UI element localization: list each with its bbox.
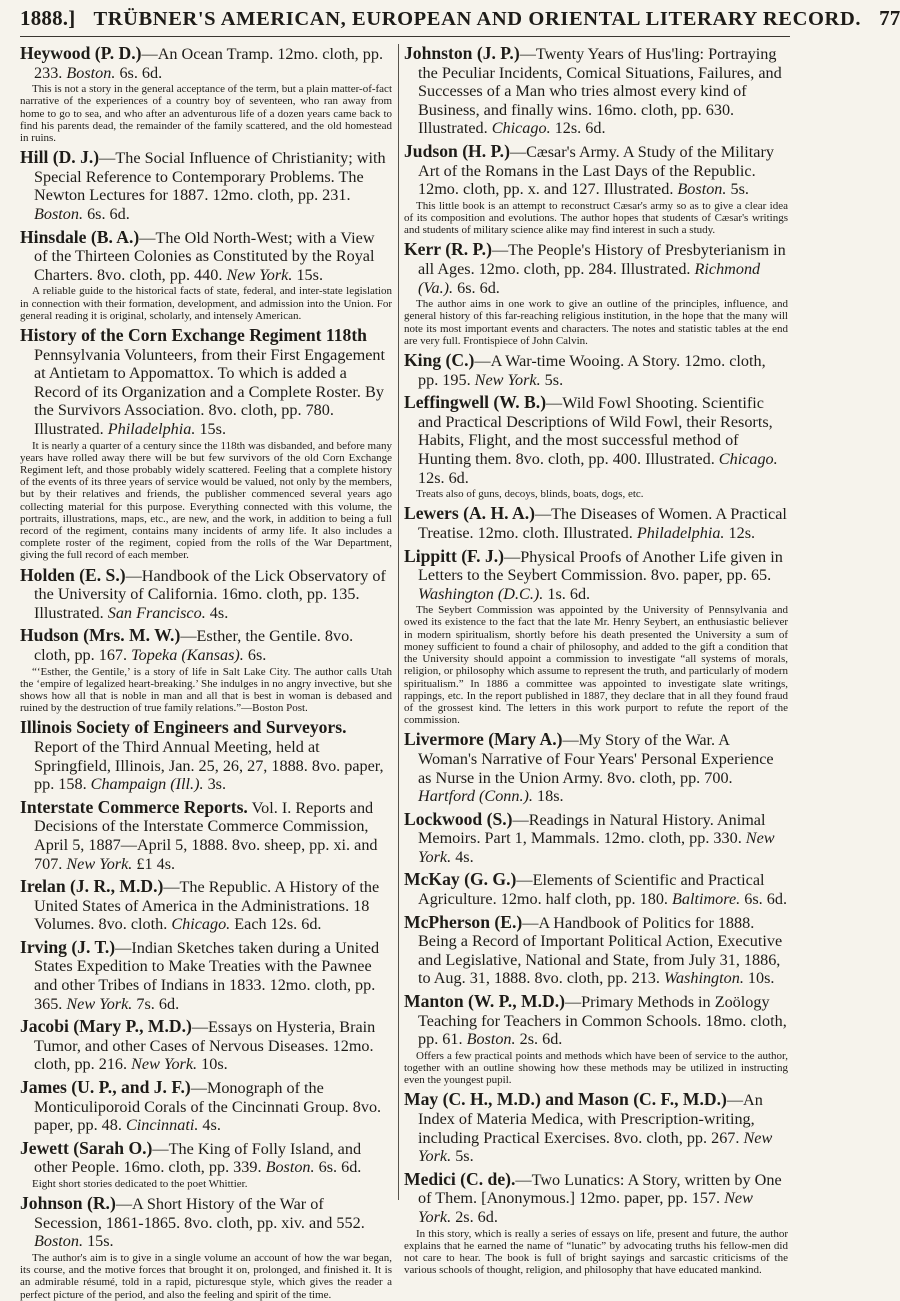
entry-imprint: 12mo. cloth, pp. x. and 127. Illustrated. [418, 180, 674, 199]
entry-title: Report of the Third Annual Meeting, held at Springfield, Illinois, Jan. 25, 26, 27, 1888. [34, 737, 320, 775]
catalog-entry [20, 1017, 392, 1074]
entry-imprint: 8vo. cloth, pp. 700. [607, 768, 733, 787]
entry-place: Chicago. [171, 915, 231, 934]
entry-imprint: 12mo. cloth, pp. 330. [603, 829, 742, 848]
entry-citation [20, 798, 392, 873]
entry-price: 15s. [296, 265, 323, 284]
entry-author: Irving (J. T.) [20, 936, 116, 957]
entry-imprint: 8vo. cloth, pp. 400. Illustrated. [515, 449, 715, 468]
entry-citation [404, 393, 788, 487]
entry-citation [20, 148, 392, 223]
entry-citation [20, 566, 392, 623]
entry-annotation: Offers a few practical points and methods which have been of service to the author, together with an outline showing how these methods may be utilized in instructing even the youngest pupil. [404, 1049, 788, 1087]
entry-title: —Esther, the Gentile. [180, 627, 321, 646]
entry-imprint: 8vo. cloth. [98, 915, 168, 934]
entry-author: McKay (G. G.) [404, 869, 517, 890]
entry-citation [20, 1139, 392, 1177]
entry-imprint: 16mo. cloth, pp. 135. Illustrated. [34, 585, 360, 622]
entry-price: £1 4s. [136, 854, 176, 873]
entry-place: Baltimore. [672, 890, 741, 909]
entry-title: —The Old North-West; with a View of the Thirteen Colonies as Constituted by the Royal Charters. [34, 228, 375, 284]
entry-title: —The King of Folly Island, and other People. [34, 1139, 362, 1177]
entry-place: New York. [131, 1055, 198, 1074]
entry-title: —An Ocean Tramp. [141, 45, 274, 63]
entry-author: Livermore (Mary A.) [404, 729, 563, 750]
entry-imprint: 8vo. paper, pp. 158. [34, 756, 384, 794]
entry-price: 1s. 6d. [547, 584, 591, 603]
entry-author: Judson (H. P.) [404, 140, 510, 161]
entry-place: Topeka (Kansas). [131, 645, 244, 664]
entry-citation [20, 718, 392, 793]
entry-imprint: 12mo. cloth, pp. 216. [34, 1036, 374, 1074]
entry-place: New York. [418, 1128, 773, 1166]
entry-place: Boston. [66, 63, 116, 82]
entry-citation [20, 44, 392, 82]
entry-citation [404, 504, 788, 542]
catalog-entry [20, 626, 392, 714]
entry-imprint: 12mo. cloth, pp. 233. [34, 45, 383, 82]
entry-price: 4s. [202, 1116, 221, 1135]
entry-price: 18s. [537, 787, 564, 806]
entry-title: —Essays on Hysteria, Brain Tumor, and other Cases of Nervous Diseases. [34, 1018, 376, 1055]
entry-title: —Primary Methods in Zoölogy Teaching for Teachers in Common Schools. [418, 993, 770, 1030]
entry-place: New York. [66, 994, 133, 1013]
catalog-entry [20, 798, 392, 873]
entry-title: —An Index of Materia Medica, with Prescription-writing, including Practical Exercises. [418, 1091, 763, 1147]
entry-imprint: 8vo. cloth, pp. 267. [613, 1128, 740, 1147]
entry-price: 6s. 6d. [119, 63, 163, 82]
entry-imprint: 12mo. paper, pp. 157. [579, 1189, 721, 1208]
entry-imprint: 16mo. cloth, pp. 630. Illustrated. [418, 100, 735, 138]
entry-imprint: 18mo. cloth, pp. 61. [418, 1011, 787, 1049]
entry-author: Johnson (R.) [20, 1193, 116, 1214]
entry-imprint: 8vo. cloth, pp. 213. [534, 969, 660, 988]
entry-annotation: “‘Esther, the Gentile,’ is a story of life in Salt Lake City. The author calls Utah the ‘empire of legalized heart-breaking.’ She indulges in no angry invective, but she shows how all that is noble in man and all that is best in woman is debased and ruined by the destruction of true family relations.”—Boston Post. [20, 665, 392, 715]
entry-author: Jacobi (Mary P., M.D.) [20, 1016, 192, 1037]
column-divider [398, 44, 399, 1200]
entry-price: 6s. 6d. [457, 278, 500, 297]
entry-author: Holden (E. S.) [20, 564, 126, 585]
catalog-entry [20, 44, 392, 144]
entry-author: History of the Corn Exchange Regiment 118th [20, 324, 367, 345]
entry-citation [20, 326, 392, 439]
entry-price: 5s. [455, 1147, 474, 1166]
entry-citation [20, 626, 392, 664]
entry-citation [404, 44, 788, 138]
catalog-entry [20, 718, 392, 793]
entry-price: 5s. [730, 180, 749, 199]
catalog-entry [404, 142, 788, 236]
entry-author: Lockwood (S.) [404, 808, 513, 829]
entry-place: Cincinnati. [125, 1116, 199, 1135]
entry-place: Boston. [265, 1158, 315, 1177]
catalog-entry [20, 566, 392, 623]
entry-place: Boston. [34, 204, 84, 223]
entry-price: Each 12s. 6d. [234, 915, 322, 934]
entry-author: Medici (C. de). [404, 1168, 516, 1189]
entry-price: 2s. 6d. [455, 1207, 498, 1226]
entry-author: Interstate Commerce Reports. [20, 796, 248, 817]
entry-citation [20, 1194, 392, 1251]
entry-author: Johnston (J. P.) [404, 43, 520, 63]
entry-price: 12s. 6d. [554, 119, 606, 138]
catalog-entry [20, 326, 392, 562]
entry-place: New York. [226, 265, 293, 284]
entry-citation [20, 938, 392, 1013]
entry-citation [20, 1078, 392, 1135]
entry-title: —Cæsar's Army. A Study of the Military Art of the Romans in the Last Days of the Republic. [418, 142, 774, 180]
entry-title: —Indian Sketches taken during a United States Expedition to Make Treaties with the Pawnee and other Tribes of Indians in 1833. [34, 938, 380, 995]
entry-place: Philadelphia. [107, 419, 196, 438]
entry-place: Washington (D.C.). [418, 584, 544, 603]
entry-place: New York. [418, 1189, 753, 1226]
entry-imprint: 12mo. half cloth, pp. 180. [500, 890, 668, 909]
entry-imprint: 12mo. cloth, pp. 195. [418, 351, 766, 389]
entry-citation [404, 913, 788, 988]
entry-citation [404, 1090, 788, 1165]
entry-price: 6s. 6d. [318, 1158, 362, 1177]
entry-price: 15s. [199, 419, 226, 438]
entry-price: 7s. 6d. [136, 994, 180, 1013]
entry-place: Boston. [466, 1030, 516, 1049]
entry-imprint: 8vo. cloth, pp. 440. [96, 265, 223, 284]
entry-author: May (C. H., M.D.) and Mason (C. F., M.D.) [404, 1089, 727, 1110]
entry-author: Lewers (A. H. A.) [404, 503, 535, 524]
entry-place: Boston. [34, 1232, 84, 1251]
right-column [404, 43, 788, 1277]
entry-imprint: 8vo. cloth, pp. 167. [34, 627, 354, 664]
entry-title: —The Republic. A History of the United States of America in the Administrations. 18 Volumes. [34, 878, 380, 934]
entry-imprint: 8vo. sheep, pp. xi. and 707. [34, 835, 378, 873]
catalog-entry [20, 938, 392, 1013]
entry-imprint: 16mo. cloth, pp. 339. [123, 1158, 262, 1177]
entry-place: Chicago. [491, 119, 551, 138]
entry-author: Heywood (P. D.) [20, 43, 142, 63]
entry-author: Manton (W. P., M.D.) [404, 991, 565, 1012]
catalog-entry [404, 351, 788, 389]
entry-price: 12s. 6d. [418, 468, 469, 487]
entry-price: 6s. [247, 645, 267, 664]
entry-price: 4s. [209, 603, 229, 622]
catalog-entry [404, 810, 788, 867]
entry-citation [404, 870, 788, 908]
entry-price: 3s. [207, 775, 227, 794]
entry-imprint: 12mo. cloth. Illustrated. [477, 523, 633, 542]
entry-imprint: 8vo. cloth, pp. xiv. and 552. [184, 1213, 365, 1232]
entry-place: Chicago. [718, 449, 778, 468]
catalog-entry [404, 393, 788, 500]
entry-author: Hill (D. J.) [20, 147, 100, 168]
entry-author: Jewett (Sarah O.) [20, 1137, 153, 1158]
entry-place: Boston. [677, 180, 727, 199]
entry-author: Illinois Society of Engineers and Surveyors. [20, 717, 347, 738]
catalog-entry [404, 870, 788, 908]
entry-price: 10s. [201, 1055, 228, 1074]
catalog-entry [404, 913, 788, 988]
entry-citation [20, 228, 392, 285]
entry-author: Leffingwell (W. B.) [404, 392, 547, 413]
entry-citation [404, 240, 788, 297]
entry-place: Hartford (Conn.). [418, 787, 533, 806]
entry-citation [404, 547, 788, 604]
entry-imprint: 12mo. cloth, pp. 365. [34, 976, 376, 1013]
entry-author: King (C.) [404, 349, 475, 370]
entry-price: 6s. 6d. [744, 890, 787, 909]
entry-annotation: The author's aim is to give in a single volume an account of how the war began, its course, and the motive forces that brought it on, prolonged, and finished it. It is an admirable résumé, told in a rapid, picturesque style, which gives the reader a perfect picture of the period, and also the feeling and spirit of the time. [20, 1251, 392, 1301]
entry-title: —Physical Proofs of Another Life given in Letters to the Seybert Commission. [418, 547, 783, 585]
entry-price: 6s. 6d. [87, 204, 130, 223]
entry-title: —Elements of Scientific and Practical Agriculture. [418, 871, 765, 909]
entry-citation [404, 1170, 788, 1227]
entry-annotation: The Seybert Commission was appointed by the University of Pennsylvania and owed its existence to the fact that the late Mr. Henry Seybert, an enthusiastic believer in modern spiritualism, shortly before his death presented the University a sum of money sufficient to found a chair of philosophy, and added to the gift a condition that the University should appoint a commission to investigate “all systems of morals, religion, or philosophy which assume to represent the truth, and particularly of modern spiritualism.” In 1886 a committee was appointed to investigate slate writings, rappings, etc. In the report published in 1887, they declare that in all they found fraud of the grossest kind. The letters in this work purport to refute the report of the commission. [404, 604, 788, 727]
entry-title: —Handbook of the Lick Observatory of the University of California. [34, 566, 386, 604]
entry-title: —A War-time Wooing. A Story. [474, 351, 681, 370]
entry-price: 4s. [455, 847, 474, 866]
entry-title: —Wild Fowl Shooting. Scientific and Practical Descriptions of Wild Fowl, their Resorts, Habits, Flight, and the most successful method of Hunting them. [418, 394, 773, 468]
entry-citation [404, 351, 788, 389]
left-column [20, 43, 392, 1301]
entry-title: Pennsylvania Volunteers, from their First Engagement at Antietam to Appomattox. To which is added a Record of its Organization and a Complete Roster. By the Survivors Association. [34, 345, 385, 420]
entry-citation [404, 992, 788, 1049]
catalog-entry [404, 1090, 788, 1165]
entry-price: 5s. [544, 370, 564, 389]
entry-annotation: In this story, which is really a series of essays on life, present and future, the author explains that he earned the name of “lunatic” by advocating truths his fellow-men did not care to hear. The book is full of bright sayings and sarcastic criticisms of the various schools of thought, religion, and philosophy that have educated mankind. [404, 1227, 788, 1277]
entry-price: 15s. [87, 1232, 114, 1251]
entry-price: 12s. [728, 523, 756, 542]
entry-imprint: 8vo. paper, pp. 48. [34, 1097, 382, 1135]
page-number: 77 [879, 6, 900, 30]
entry-title: —A Short History of the War of Secession, 1861-1865. [34, 1195, 324, 1232]
entry-price: 10s. [747, 969, 775, 988]
catalog-entry [404, 730, 788, 805]
entry-place: Richmond (Va.). [418, 259, 761, 297]
entry-title: —A Handbook of Politics for 1888. Being a Record of Important Political Action, Executive and Legislative, National and State, from July 31, 1886, to Aug. 31, 1888. [418, 913, 783, 988]
entry-citation [404, 142, 788, 199]
entry-annotation: Eight short stories dedicated to the poet Whittier. [32, 1178, 248, 1190]
page-header [20, 6, 900, 37]
entry-title: —Readings in Natural History. Animal Memoirs. Part 1, Mammals. [418, 810, 766, 848]
catalog-entry [404, 240, 788, 347]
entry-annotation: This is not a story in the general acceptance of the term, but a plain matter-of-fact narrative of the experiences of a country boy of seventeen, who ran away from home to go to sea, and who after an adventurous life of a dozen years came back to find his parents dead, the remainder of the family scattered, and the old homestead in ruins. [20, 83, 392, 144]
entry-title: —The People's History of Presbyterianism in all Ages. [418, 241, 786, 278]
entry-annotation: A reliable guide to the historical facts of state, federal, and inter-state legislation in connection with their formation, development, and admission into the Union. For general reading it is original, scholarly, and intensely American. [20, 285, 392, 322]
entry-author: Irelan (J. R., M.D.) [20, 876, 164, 897]
entry-title: —Two Lunatics: A Story, written by One of Them. [Anonymous.] [418, 1170, 782, 1208]
catalog-entry [404, 547, 788, 727]
entry-author: Hinsdale (B. A.) [20, 226, 140, 247]
catalog-entry [20, 228, 392, 322]
entry-citation [20, 1017, 392, 1074]
entry-place: New York. [66, 854, 133, 873]
entry-annotation: Treats also of guns, decoys, blinds, boats, dogs, etc. [416, 488, 644, 501]
header-title: TRÜBNER'S AMERICAN, EUROPEAN AND ORIENTAL LITERARY RECORD. [93, 8, 862, 30]
entry-imprint: 8vo. cloth, pp. 780. Illustrated. [34, 401, 334, 438]
entry-author: Kerr (R. P.) [404, 239, 492, 260]
entry-title: —The Social Influence of Christianity; with Special Reference to Contemporary Problems. The Newton Lectures for 1887. [34, 149, 386, 205]
entry-title: —Twenty Years of Hus'ling: Portraying the Peculiar Incidents, Comical Situations, Failures, and Successes of a Man who tries almost every kind of Business, and finally wins. [418, 45, 782, 119]
entry-imprint: 12mo. cloth, pp. 284. Illustrated. [478, 259, 691, 278]
entry-place: San Francisco. [107, 603, 206, 622]
catalog-entry [20, 1139, 392, 1190]
entry-author: Hudson (Mrs. M. W.) [20, 625, 181, 646]
catalog-entry [20, 148, 392, 223]
entry-price: 2s. 6d. [519, 1030, 563, 1049]
catalog-entry [20, 1194, 392, 1301]
entry-author: James (U. P., and J. F.) [20, 1077, 191, 1098]
entry-place: New York. [474, 370, 541, 389]
catalog-entry [404, 504, 788, 542]
entry-title: Vol. I. Reports and Decisions of the Interstate Commerce Commission, April 5, 1887—April 5, 1888. [34, 798, 374, 854]
entry-imprint: 12mo. cloth, pp. 231. [212, 186, 351, 205]
entry-annotation: The author aims in one work to give an outline of the principles, influence, and general history of this far-reaching religious institution, in the hope that the many will note its most important events and characters. The notes and statistic tables at the end are very full. Frontispiece of John Calvin. [404, 298, 788, 347]
entry-author: Lippitt (F. J.) [404, 545, 505, 566]
entry-title: —My Story of the War. A Woman's Narrative of Four Years' Personal Experience as Nurse in the Union Army. [418, 731, 774, 787]
entry-citation [404, 730, 788, 805]
entry-place: Washington. [663, 969, 744, 988]
catalog-entry [20, 877, 392, 934]
entry-annotation: It is nearly a quarter of a century since the 118th was disbanded, and before many years have rolled away there will be but few survivors of the old Corn Exchange Regiment left, and those probably widely scattered. Feeling that a complete history of the events of its three years of service would be valued, not only by the members, but by their relatives and friends, the publisher commenced several years ago collecting material for this purpose. Everything connected with this volume, the portraits, illustrations, maps, etc., are new, and the work, in addition to being a full record of the regiment, contains many incidents of army life. It also includes a complete roster of the regiment, copied from the rolls of the War Department, giving the full record of each member. [20, 439, 392, 562]
catalog-entry [404, 1170, 788, 1277]
entry-place: Champaign (Ill.). [90, 775, 204, 794]
entry-annotation: This little book is an attempt to reconstruct Cæsar's army so as to give a clear idea of its composition and evolutions. The author hopes that students of Cæsar's writings and students of military science alike may find interest in such a study. [404, 199, 788, 237]
entry-imprint: 8vo. paper, pp. 65. [650, 566, 772, 585]
entry-title: —The Diseases of Women. A Practical Treatise. [418, 505, 787, 542]
entry-place: Philadelphia. [636, 523, 725, 542]
entry-citation [20, 877, 392, 934]
entry-place: New York. [418, 829, 775, 866]
header-date: 1888.] [20, 6, 76, 30]
catalog-entry [404, 44, 788, 138]
entry-author: McPherson (E.) [404, 911, 523, 932]
catalog-entry [404, 992, 788, 1086]
catalog-entry [20, 1078, 392, 1135]
entry-citation [404, 810, 788, 867]
entry-title: —Monograph of the Monticuliporoid Corals of the Cincinnati Group. [34, 1079, 349, 1116]
